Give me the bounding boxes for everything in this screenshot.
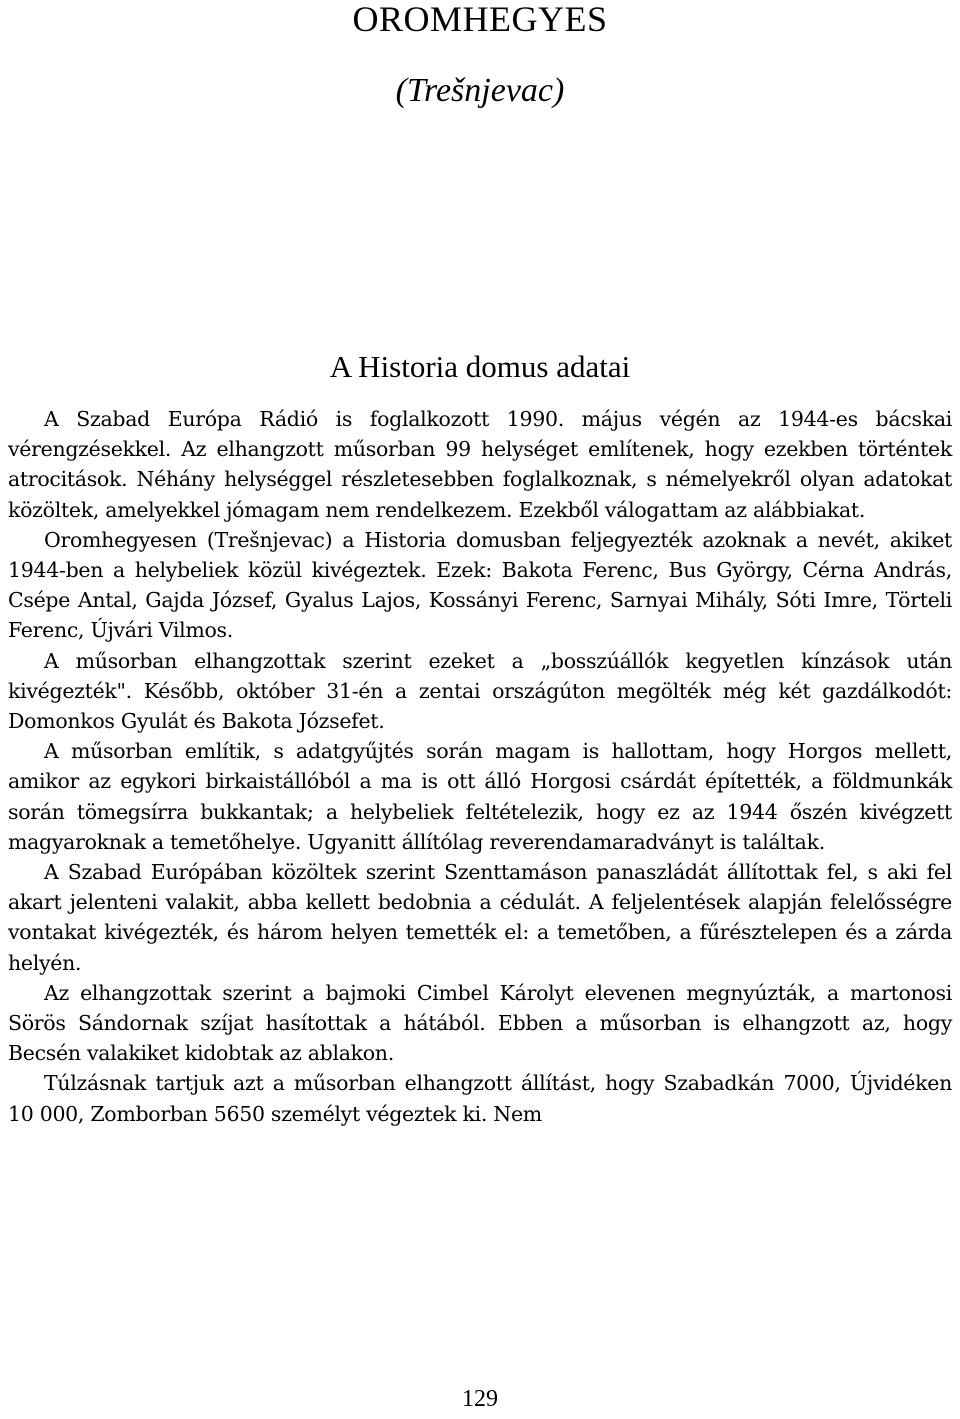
chapter-subtitle: (Trešnjevac) xyxy=(395,72,565,109)
paragraph: Az elhangzottak szerint a bajmoki Cimbel Károlyt elevenen megnyúzták, a martonosi Sörös Sándornak szíjat hasítottak a hátából. Ebben a műsorban is elhangzott az, hogy Becsén valakiket kidobtak az ablakon. xyxy=(8,980,952,1066)
paragraph: A műsorban elhangzottak szerint ezeket a „bosszúállók kegyetlen kínzások után kivégezték". Később, október 31-én a zentai országúton megölték még két gazdálkodót: Domonkos Gyulát és Bakota Józsefet. xyxy=(8,648,952,734)
paragraph: A műsorban említik, s adatgyűjtés során magam is hallottam, hogy Horgos mellett, amikor az egykori birkaistállóból a ma is ott álló Horgosi csárdát építették, a földmunkák során tömegsírra bukkantak; a helybeliek feltételezik, hogy ez az 1944 őszén kivégzett magyaroknak a temetőhelye. Ugyanitt állítólag reverendamaradványt is találtak. xyxy=(8,739,952,854)
paragraph: A Szabad Európában közöltek szerint Szenttamáson panaszládát állítottak fel, s aki fel akart jelenteni valakit, abba kellett bedobnia a cédulát. A feljelentések alapján felelősségre vontakat kivégezték, és három helyen temették el: a temetőben, a fűrésztelepen és a zárda helyén. xyxy=(8,860,952,975)
section-heading: A Historia domus adatai xyxy=(329,349,631,384)
page-number: 129 xyxy=(462,1386,498,1412)
chapter-title: OROMHEGYES xyxy=(352,0,608,39)
paragraph: Oromhegyesen (Trešnjevac) a Historia domusban feljegyezték azoknak a nevét, akiket 1944-ben a helybeliek közül kivégeztek. Ezek: Bakota Ferenc, Bus György, Cérna András, Csépe Antal, Gajda József, Gyalus Lajos, Kossányi Ferenc, Sarnyai Mihály, Sóti Imre, Törteli Ferenc, Újvári Vilmos. xyxy=(8,527,952,643)
body-text xyxy=(8,404,952,1129)
paragraph: A Szabad Európa Rádió is foglalkozott 1990. május végén az 1944-es bácskai vérengzésekkel. Az elhangzott műsorban 99 helységet említenek, hogy ezekben történtek atrocitások. Néhány helységgel részletesebben foglalkoznak, s némelyekről olyan adatokat közöltek, amelyekkel jómagam nem rendelkezem. Ezekből válogattam az alábbiakat. xyxy=(8,407,952,522)
paragraph: Túlzásnak tartjuk azt a műsorban elhangzott állítást, hogy Szabadkán 7000, Újvidéken 10 000, Zomborban 5650 személyt végeztek ki. Nem xyxy=(8,1071,952,1126)
